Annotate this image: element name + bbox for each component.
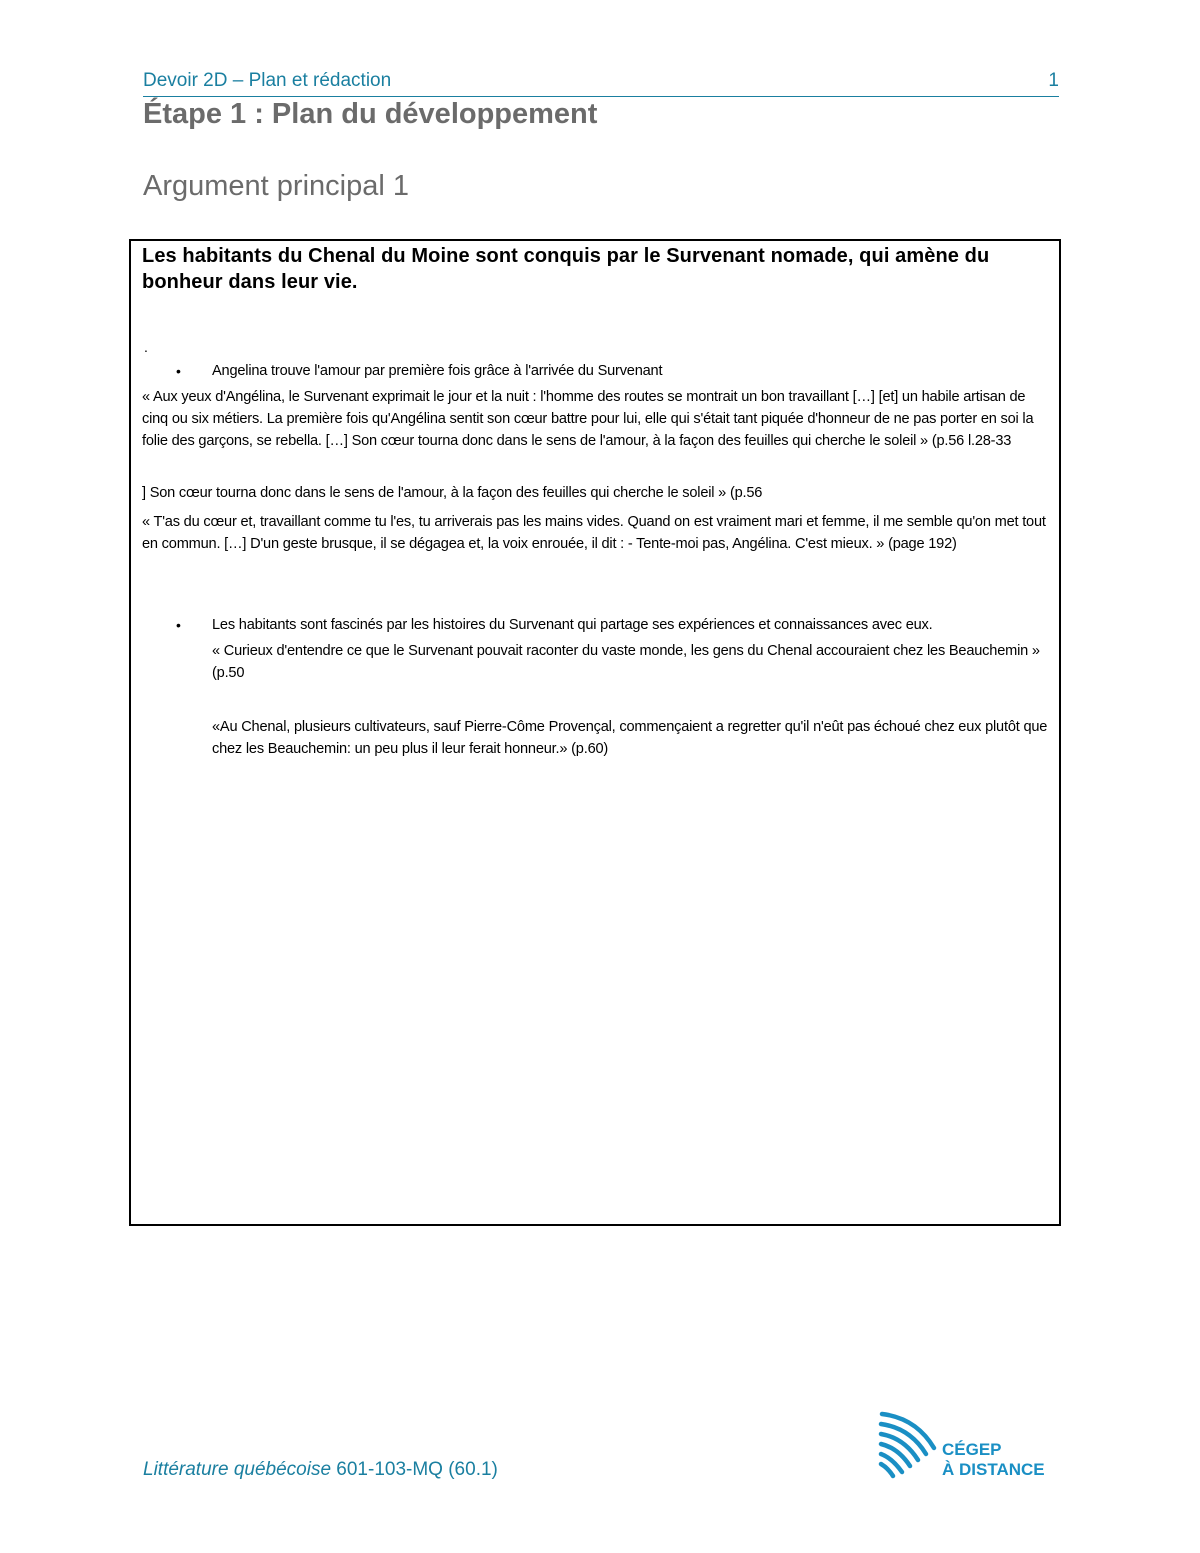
logo-line-2: À DISTANCE xyxy=(942,1460,1045,1479)
bullet-icon: • xyxy=(176,363,181,379)
stray-dot: . xyxy=(144,339,148,355)
section-title: Étape 1 : Plan du développement xyxy=(143,98,598,130)
quote-4: « Curieux d'entendre ce que le Survenant pouvait raconter du vaste monde, les gens du Chenal accouraient chez les Beauchemin » (p.50 xyxy=(212,643,1040,681)
cegep-logo-text xyxy=(942,1440,1045,1480)
thesis-statement: Les habitants du Chenal du Moine sont conquis par le Survenant nomade, qui amène du bonheur dans leur vie. xyxy=(142,245,990,293)
quote-5: «Au Chenal, plusieurs cultivateurs, sauf Pierre-Côme Provençal, commençaient a regretter qu'il n'eût pas échoué chez eux plutôt que chez les Beauchemin: un peu plus il leur ferait honneur.» (p.60) xyxy=(212,719,1048,757)
page-footer xyxy=(143,1459,498,1481)
quote-2: ] Son cœur tourna donc dans le sens de l'amour, à la façon des feuilles qui cherche le soleil » (p.56 xyxy=(142,485,763,501)
document-title: Devoir 2D – Plan et rédaction xyxy=(143,70,392,91)
bullet-icon: • xyxy=(176,617,181,633)
bullet-text: Les habitants sont fascinés par les histoires du Survenant qui partage ses expériences et connaissances avec eux. xyxy=(212,617,933,633)
course-code: 601-103-MQ (60.1) xyxy=(331,1459,498,1480)
course-name: Littérature québécoise xyxy=(143,1459,332,1480)
quote-1: « Aux yeux d'Angélina, le Survenant exprimait le jour et la nuit : l'homme des routes se montrait un bon travaillant […] [et] un habile artisan de cinq ou six métiers. La première fois qu'Angélina sentit son cœur battre pour lui, elle qui s'était tant piquée d'honneur de ne pas porter en soi la folie des garçons, se rebella. […] Son cœur tourna donc dans le sens de l'amour, à la façon des feuilles qui cherche le soleil » (p.56 l.28-33 xyxy=(142,389,1034,449)
quote-3: « T'as du cœur et, travaillant comme tu l'es, tu arriverais pas les mains vides. Quand on est vraiment mari et femme, il me semble qu'on met tout en commun. […] D'un geste brusque, il se dégagea et, la voix enrouée, il dit : - Tente-moi pas, Angélina. C'est mieux. » (page 192) xyxy=(142,514,1046,552)
logo-line-1: CÉGEP xyxy=(942,1440,1002,1459)
argument-heading: Argument principal 1 xyxy=(143,170,409,202)
page-number: 1 xyxy=(1048,70,1059,91)
page-header xyxy=(143,70,1059,97)
bullet-text: Angelina trouve l'amour par première fois grâce à l'arrivée du Survenant xyxy=(212,363,663,379)
